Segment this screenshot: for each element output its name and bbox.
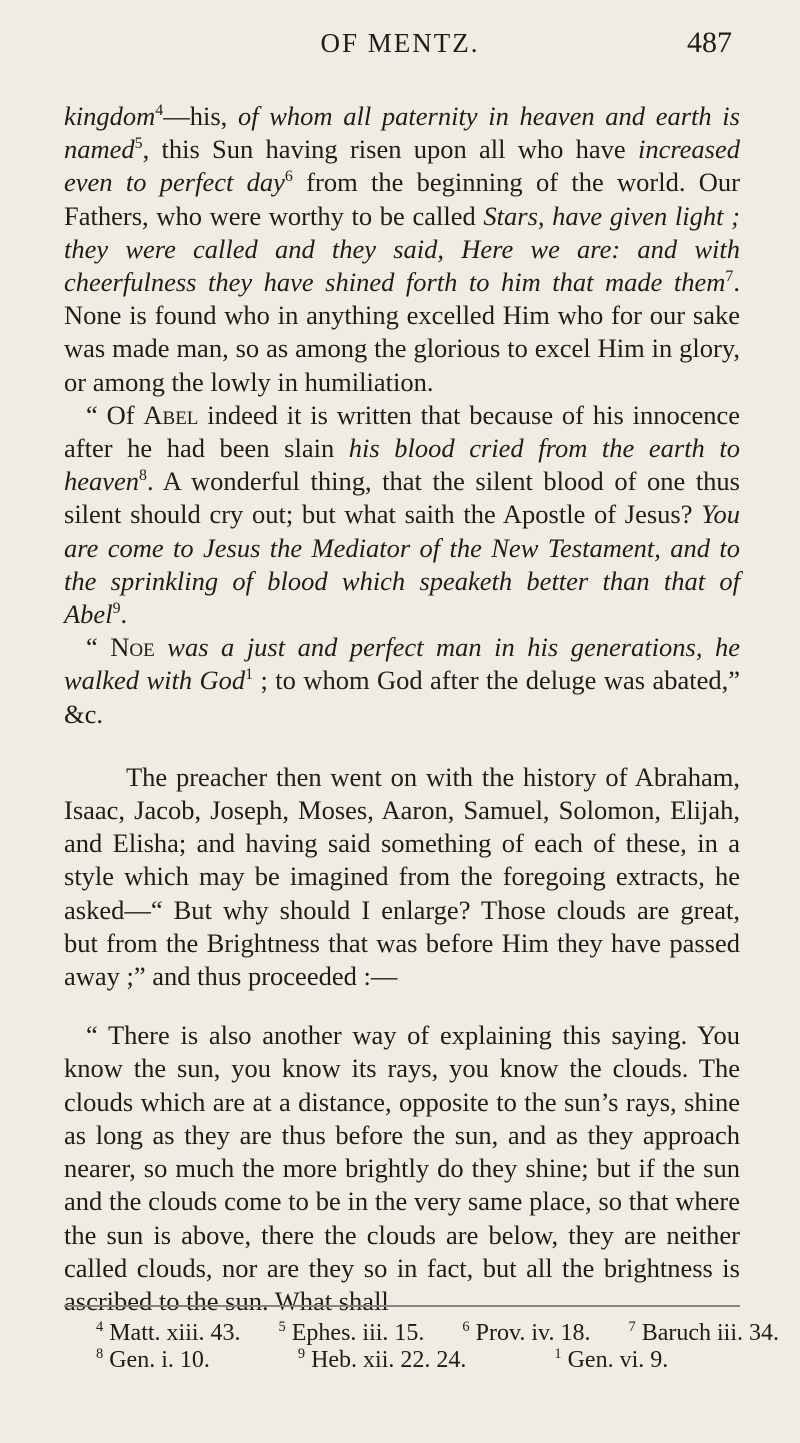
footnote (554, 1347, 668, 1374)
footnote-number: 8 (96, 1346, 104, 1362)
footnote-text: Prov. iv. 18. (469, 1320, 591, 1346)
running-title: OF MENTZ. (320, 28, 480, 58)
paragraph (64, 399, 740, 631)
footnotes (96, 1319, 780, 1374)
text-run: . (120, 599, 128, 630)
italic-text: was a just and perfect man in his generations, he walked with God (64, 632, 741, 696)
body-text (64, 100, 740, 1318)
footnote-line (96, 1347, 740, 1374)
footnote-text: Baruch iii. 34. (635, 1320, 780, 1346)
footnote-marker: 9 (112, 600, 121, 618)
italic-text: kingdom (64, 101, 156, 131)
footnote (462, 1320, 590, 1347)
text-run: indeed it is written that because of his innocence after he had been slain (64, 399, 740, 464)
paragraph (64, 100, 740, 399)
page-number: 487 (687, 26, 732, 59)
text-run: “ (86, 632, 111, 663)
paragraph (64, 1019, 740, 1318)
small-caps-name: Noe (110, 632, 155, 663)
footnote (96, 1347, 210, 1374)
footnote-text: Gen. i. 10. (103, 1347, 210, 1373)
footnote-marker: 7 (725, 268, 734, 286)
footnote-text: Matt. xiii. 43. (103, 1320, 241, 1346)
footnote-number: 7 (628, 1319, 636, 1335)
text-run: . A wonderful thing, that the silent blood of one thus silent should cry out; but what saith the Apostle of Jesus? (64, 466, 740, 530)
footnote-text: Heb. xii. 22. 24. (305, 1347, 467, 1373)
footnote-marker: 1 (245, 666, 254, 684)
italic-text: his blood cried from the earth to heaven (64, 433, 740, 497)
footnote-number: 9 (297, 1346, 306, 1362)
footnote-text: Ephes. iii. 15. (285, 1320, 425, 1346)
footnote-marker: 6 (284, 168, 293, 186)
footnote-number: 4 (96, 1319, 104, 1335)
text-run: , this Sun having risen upon all who have (142, 134, 638, 165)
italic-text: You are come to Jesus the Mediator of the New Testament, and to the sprinkling of blood which speaketh better than that of Abel (64, 499, 740, 630)
footnote (279, 1320, 425, 1347)
italic-text: increased even to perfect day (64, 134, 740, 198)
footnote-number: 6 (462, 1319, 470, 1335)
footnote-marker: 4 (155, 102, 164, 120)
text-run: —his, (163, 101, 238, 131)
running-head (0, 20, 800, 60)
footnote-marker: 5 (134, 135, 143, 153)
small-caps-name: Abel (143, 399, 199, 430)
text-run: . None is found who in anything excelled Him who for our sake was made man, so as among the glorious to excel Him in glory, or among the lowly in humiliation. (64, 267, 740, 397)
paragraph (64, 761, 740, 993)
italic-text: of whom all paternity in heaven and earth is named (64, 101, 740, 165)
text-run: “ There is also another way of explaining this saying. You know the sun, you know its rays, you know the clouds. The clouds which are at a distance, opposite to the sun’s rays, shine as long as they are thus before the sun, and as they approach nearer, so much the more brightly do they shine; but if the sun and the clouds come to be in the very same place, so that where the sun is above, there the clouds are below, they are neither called clouds, nor are they so in fact, but all the brightness is ascribed to the sun. What shall (64, 1020, 740, 1316)
footnote-rule (64, 1305, 740, 1307)
text-run: The preacher then went on with the history of Abraham, Isaac, Jacob, Joseph, Moses, Aaron, Samuel, Solomon, Elijah, and Elisha; and having said something of each of these, in a style which may be imagined from the foregoing extracts, he asked—“ But why should I enlarge? Those clouds are great, but from the Brightness that was before Him they have passed away ;” and thus proceeded :— (64, 761, 740, 992)
paragraph (64, 631, 740, 731)
text-run: ; to whom God after the deluge was abated,” &c. (64, 665, 740, 729)
footnote-text: Gen. vi. 9. (561, 1347, 669, 1373)
text-run: “ Of (86, 399, 144, 430)
footnote-number: 1 (554, 1346, 562, 1362)
footnote-line (96, 1319, 780, 1347)
footnote-number: 5 (278, 1319, 286, 1335)
footnote (629, 1320, 780, 1347)
footnote-marker: 8 (139, 467, 147, 485)
text-run: from the beginning of the world. Our Fathers, who were worthy to be called (64, 167, 740, 231)
footnote (96, 1320, 241, 1347)
footnote (298, 1347, 467, 1374)
italic-text: Stars, have given light ; they were called and they said, Here we are: and with cheerfulness they have shined forth to him that made them (64, 200, 740, 298)
